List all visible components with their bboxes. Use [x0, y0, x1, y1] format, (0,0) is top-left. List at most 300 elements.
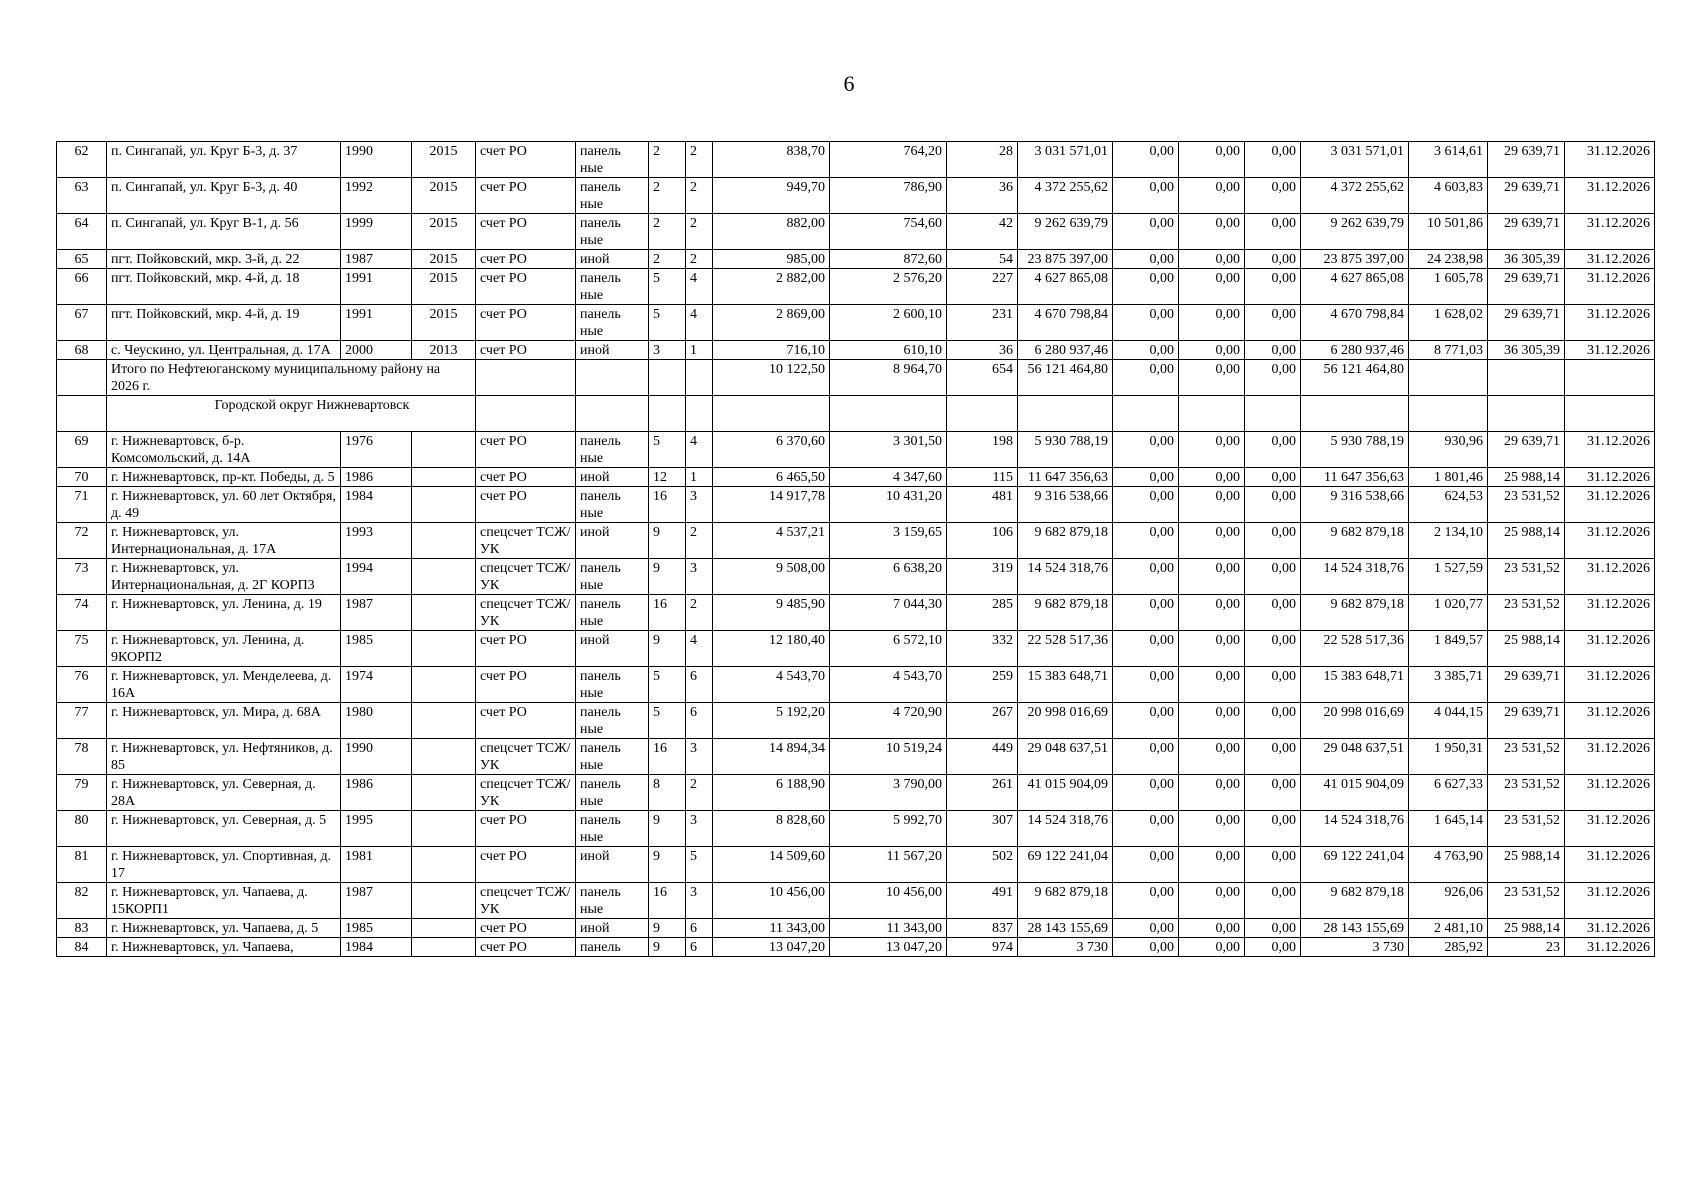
cell-empty [576, 360, 649, 396]
cell-fund-account: счет РО [476, 142, 576, 178]
cell-entrances: 1 [686, 341, 713, 360]
cell-cost-federal: 0,00 [1113, 432, 1179, 468]
cell-living-area: 11 567,20 [830, 847, 947, 883]
cell-year-built: 1991 [341, 269, 412, 305]
cell-floors: 5 [649, 703, 686, 739]
cell-cost-regional: 0,00 [1179, 847, 1245, 883]
section-title-text: Городской округ Нижневартовск [214, 398, 410, 413]
cell-cost-owners: 5 930 788,19 [1301, 432, 1409, 468]
cell-fund-account: спецсчет ТСЖ/УК [476, 883, 576, 919]
cell-row-number: 78 [57, 739, 107, 775]
cell-fund-account: счет РО [476, 811, 576, 847]
cell-wall-material: иной [576, 919, 649, 938]
cell-cost-federal: 0,00 [1113, 305, 1179, 341]
cell-fund-account: счет РО [476, 269, 576, 305]
cell-fund-account: счет РО [476, 631, 576, 667]
table-row [57, 432, 1655, 468]
cell-cost-federal: 0,00 [1113, 703, 1179, 739]
cell-entrances: 2 [686, 142, 713, 178]
cell-year-built: 1991 [341, 305, 412, 341]
cell-total-cost: 22 528 517,36 [1018, 631, 1113, 667]
cell-residents: 491 [947, 883, 1018, 919]
cell-wall-material: иной [576, 847, 649, 883]
cell-residents: 28 [947, 142, 1018, 178]
cell-empty [686, 396, 713, 432]
cell-unit-cost: 6 627,33 [1409, 775, 1488, 811]
cell-empty [1565, 396, 1655, 432]
cell-address: г. Нижневартовск, ул. Ленина, д. 9КОРП2 [107, 631, 341, 667]
cell-max-unit-cost: 23 [1488, 938, 1565, 957]
cell-row-number: 76 [57, 667, 107, 703]
cell-total-cost: 23 875 397,00 [1018, 250, 1113, 269]
cell-unit-cost: 1 645,14 [1409, 811, 1488, 847]
cell-row-number: 79 [57, 775, 107, 811]
cell-cost-owners: 14 524 318,76 [1301, 811, 1409, 847]
cell-cost-federal: 0,00 [1113, 811, 1179, 847]
cell-max-unit-cost: 29 639,71 [1488, 142, 1565, 178]
cell-floors: 9 [649, 559, 686, 595]
cell-address: г. Нижневартовск, ул. Чапаева, д. 5 [107, 919, 341, 938]
cell-floors: 2 [649, 250, 686, 269]
cell-max-unit-cost: 25 988,14 [1488, 847, 1565, 883]
cell-planned-date: 31.12.2026 [1565, 305, 1655, 341]
cell-max-unit-cost: 23 531,52 [1488, 487, 1565, 523]
cell-entrances: 6 [686, 919, 713, 938]
cell-total-cost: 4 627 865,08 [1018, 269, 1113, 305]
cell-unit-cost: 930,96 [1409, 432, 1488, 468]
cell-address: с. Чеускино, ул. Центральная, д. 17А [107, 341, 341, 360]
total-cost-regional: 0,00 [1179, 360, 1245, 396]
cell-planned-date: 31.12.2026 [1565, 250, 1655, 269]
cell-living-area: 4 720,90 [830, 703, 947, 739]
cell-floors: 3 [649, 341, 686, 360]
cell-total-cost: 14 524 318,76 [1018, 559, 1113, 595]
cell-year-last-repair: 2015 [412, 178, 476, 214]
cell-cost-regional: 0,00 [1179, 269, 1245, 305]
section-header-row [57, 396, 1655, 432]
cell-floors: 9 [649, 811, 686, 847]
cell-wall-material: иной [576, 341, 649, 360]
cell-total-cost: 4 670 798,84 [1018, 305, 1113, 341]
cell-cost-regional: 0,00 [1179, 919, 1245, 938]
cell-planned-date: 31.12.2026 [1565, 432, 1655, 468]
cell-total-cost: 15 383 648,71 [1018, 667, 1113, 703]
cell-unit-cost: 1 801,46 [1409, 468, 1488, 487]
cell-total-cost: 5 930 788,19 [1018, 432, 1113, 468]
cell-year-built: 1987 [341, 595, 412, 631]
cell-cost-local: 0,00 [1245, 595, 1301, 631]
cell-year-last-repair: 2015 [412, 142, 476, 178]
cell-year-last-repair [412, 775, 476, 811]
cell-cost-regional: 0,00 [1179, 775, 1245, 811]
cell-entrances: 6 [686, 667, 713, 703]
table-row [57, 487, 1655, 523]
table-row [57, 739, 1655, 775]
cell-total-cost: 9 262 639,79 [1018, 214, 1113, 250]
cell-unit-cost: 624,53 [1409, 487, 1488, 523]
cell-cost-federal: 0,00 [1113, 667, 1179, 703]
cell-year-last-repair: 2013 [412, 341, 476, 360]
cell-wall-material: панель ные [576, 269, 649, 305]
cell-total-area: 9 485,90 [713, 595, 830, 631]
total-total-cost: 56 121 464,80 [1018, 360, 1113, 396]
cell-row-number: 77 [57, 703, 107, 739]
cell-max-unit-cost: 29 639,71 [1488, 432, 1565, 468]
cell-cost-federal: 0,00 [1113, 595, 1179, 631]
cell-address: г. Нижневартовск, ул. Северная, д. 5 [107, 811, 341, 847]
table-row [57, 631, 1655, 667]
cell-living-area: 786,90 [830, 178, 947, 214]
cell-residents: 115 [947, 468, 1018, 487]
cell-address: г. Нижневартовск, б-р. Комсомольский, д. 14А [107, 432, 341, 468]
cell-living-area: 872,60 [830, 250, 947, 269]
cell-planned-date: 31.12.2026 [1565, 883, 1655, 919]
cell-unit-cost: 4 044,15 [1409, 703, 1488, 739]
cell-unit-cost: 24 238,98 [1409, 250, 1488, 269]
cell-wall-material: панель ные [576, 432, 649, 468]
cell-cost-regional: 0,00 [1179, 703, 1245, 739]
cell-empty [1488, 396, 1565, 432]
cell-cost-owners: 3 730 [1301, 938, 1409, 957]
table-row [57, 305, 1655, 341]
cell-row-number: 74 [57, 595, 107, 631]
cell-total-cost: 3 031 571,01 [1018, 142, 1113, 178]
cell-planned-date: 31.12.2026 [1565, 739, 1655, 775]
cell-cost-owners: 20 998 016,69 [1301, 703, 1409, 739]
cell-floors: 5 [649, 667, 686, 703]
table-row [57, 883, 1655, 919]
cell-wall-material: панель ные [576, 667, 649, 703]
cell-total-area: 716,10 [713, 341, 830, 360]
cell-max-unit-cost: 29 639,71 [1488, 703, 1565, 739]
cell-residents: 36 [947, 341, 1018, 360]
cell-planned-date: 31.12.2026 [1565, 468, 1655, 487]
cell-row-number: 65 [57, 250, 107, 269]
cell-planned-date: 31.12.2026 [1565, 631, 1655, 667]
cell-cost-regional: 0,00 [1179, 214, 1245, 250]
cell-fund-account: счет РО [476, 250, 576, 269]
cell-year-last-repair: 2015 [412, 214, 476, 250]
table-row [57, 250, 1655, 269]
cell-floors: 16 [649, 487, 686, 523]
cell-total-area: 2 882,00 [713, 269, 830, 305]
cell-max-unit-cost: 29 639,71 [1488, 214, 1565, 250]
table-row [57, 341, 1655, 360]
table-row [57, 142, 1655, 178]
cell-cost-owners: 28 143 155,69 [1301, 919, 1409, 938]
cell-empty [649, 360, 686, 396]
cell-year-last-repair [412, 703, 476, 739]
cell-cost-local: 0,00 [1245, 559, 1301, 595]
cell-year-built: 1987 [341, 883, 412, 919]
cell-year-last-repair [412, 523, 476, 559]
cell-entrances: 2 [686, 775, 713, 811]
cell-year-built: 1990 [341, 142, 412, 178]
cell-total-cost: 9 682 879,18 [1018, 883, 1113, 919]
cell-empty [1409, 360, 1488, 396]
cell-residents: 307 [947, 811, 1018, 847]
cell-address: пгт. Пойковский, мкр. 4-й, д. 18 [107, 269, 341, 305]
cell-planned-date: 31.12.2026 [1565, 269, 1655, 305]
cell-empty [476, 396, 576, 432]
cell-year-built: 1993 [341, 523, 412, 559]
cell-floors: 9 [649, 938, 686, 957]
cell-year-built: 1999 [341, 214, 412, 250]
cell-cost-regional: 0,00 [1179, 305, 1245, 341]
cell-total-area: 882,00 [713, 214, 830, 250]
cell-address: п. Сингапай, ул. Круг Б-3, д. 37 [107, 142, 341, 178]
cell-total-cost: 9 682 879,18 [1018, 523, 1113, 559]
cell-residents: 319 [947, 559, 1018, 595]
cell-residents: 259 [947, 667, 1018, 703]
cell-row-number: 75 [57, 631, 107, 667]
cell-year-last-repair [412, 595, 476, 631]
cell-total-area: 14 917,78 [713, 487, 830, 523]
cell-address: пгт. Пойковский, мкр. 3-й, д. 22 [107, 250, 341, 269]
cell-cost-owners: 9 316 538,66 [1301, 487, 1409, 523]
cell-cost-owners: 23 875 397,00 [1301, 250, 1409, 269]
cell-residents: 481 [947, 487, 1018, 523]
cell-row-number: 70 [57, 468, 107, 487]
cell-living-area: 4 347,60 [830, 468, 947, 487]
cell-total-area: 11 343,00 [713, 919, 830, 938]
cell-unit-cost: 2 481,10 [1409, 919, 1488, 938]
cell-empty [1565, 360, 1655, 396]
cell-total-cost: 11 647 356,63 [1018, 468, 1113, 487]
cell-row-number: 63 [57, 178, 107, 214]
cell-year-last-repair [412, 919, 476, 938]
cell-year-last-repair: 2015 [412, 269, 476, 305]
cell-unit-cost: 3 385,71 [1409, 667, 1488, 703]
cell-cost-regional: 0,00 [1179, 739, 1245, 775]
cell-year-built: 1974 [341, 667, 412, 703]
cell-year-last-repair: 2015 [412, 305, 476, 341]
cell-fund-account: счет РО [476, 667, 576, 703]
cell-cost-federal: 0,00 [1113, 341, 1179, 360]
cell-planned-date: 31.12.2026 [1565, 703, 1655, 739]
cell-total-cost: 9 682 879,18 [1018, 595, 1113, 631]
cell-fund-account: счет РО [476, 487, 576, 523]
cell-cost-local: 0,00 [1245, 811, 1301, 847]
cell-total-cost: 9 316 538,66 [1018, 487, 1113, 523]
cell-unit-cost: 285,92 [1409, 938, 1488, 957]
cell-max-unit-cost: 25 988,14 [1488, 468, 1565, 487]
cell-cost-owners: 9 682 879,18 [1301, 523, 1409, 559]
cell-living-area: 4 543,70 [830, 667, 947, 703]
cell-cost-owners: 15 383 648,71 [1301, 667, 1409, 703]
cell-residents: 974 [947, 938, 1018, 957]
cell-cost-regional: 0,00 [1179, 142, 1245, 178]
cell-planned-date: 31.12.2026 [1565, 775, 1655, 811]
cell-wall-material: панель ные [576, 178, 649, 214]
cell-cost-local: 0,00 [1245, 739, 1301, 775]
cell-floors: 9 [649, 631, 686, 667]
cell-living-area: 3 159,65 [830, 523, 947, 559]
cell-floors: 2 [649, 214, 686, 250]
cell-cost-regional: 0,00 [1179, 341, 1245, 360]
housing-repair-table [56, 141, 1655, 957]
cell-planned-date: 31.12.2026 [1565, 487, 1655, 523]
cell-cost-owners: 9 682 879,18 [1301, 595, 1409, 631]
cell-max-unit-cost: 29 639,71 [1488, 305, 1565, 341]
cell-year-built: 1994 [341, 559, 412, 595]
cell-unit-cost: 10 501,86 [1409, 214, 1488, 250]
cell-entrances: 6 [686, 938, 713, 957]
cell-year-built: 1987 [341, 250, 412, 269]
cell-unit-cost: 2 134,10 [1409, 523, 1488, 559]
cell-empty [57, 360, 107, 396]
cell-unit-cost: 3 614,61 [1409, 142, 1488, 178]
cell-fund-account: счет РО [476, 341, 576, 360]
cell-cost-federal: 0,00 [1113, 468, 1179, 487]
cell-cost-regional: 0,00 [1179, 811, 1245, 847]
cell-address: г. Нижневартовск, пр-кт. Победы, д. 5 [107, 468, 341, 487]
cell-year-last-repair [412, 739, 476, 775]
cell-year-last-repair [412, 847, 476, 883]
table-row [57, 559, 1655, 595]
cell-cost-local: 0,00 [1245, 178, 1301, 214]
cell-fund-account: счет РО [476, 938, 576, 957]
cell-total-area: 12 180,40 [713, 631, 830, 667]
cell-total-area: 4 543,70 [713, 667, 830, 703]
cell-max-unit-cost: 23 531,52 [1488, 595, 1565, 631]
cell-address: г. Нижневартовск, ул. Интернациональная, д. 2Г КОРП3 [107, 559, 341, 595]
cell-cost-owners: 14 524 318,76 [1301, 559, 1409, 595]
cell-total-cost: 6 280 937,46 [1018, 341, 1113, 360]
cell-empty [576, 396, 649, 432]
cell-empty [476, 360, 576, 396]
total-row [57, 360, 1655, 396]
cell-fund-account: счет РО [476, 703, 576, 739]
cell-floors: 5 [649, 432, 686, 468]
cell-year-built: 2000 [341, 341, 412, 360]
cell-max-unit-cost: 36 305,39 [1488, 250, 1565, 269]
cell-max-unit-cost: 23 531,52 [1488, 559, 1565, 595]
cell-cost-owners: 11 647 356,63 [1301, 468, 1409, 487]
cell-cost-owners: 4 627 865,08 [1301, 269, 1409, 305]
cell-floors: 9 [649, 523, 686, 559]
cell-cost-federal: 0,00 [1113, 938, 1179, 957]
cell-fund-account: счет РО [476, 432, 576, 468]
cell-year-last-repair [412, 667, 476, 703]
cell-floors: 16 [649, 595, 686, 631]
cell-residents: 227 [947, 269, 1018, 305]
cell-year-built: 1980 [341, 703, 412, 739]
cell-row-number: 71 [57, 487, 107, 523]
table-row [57, 178, 1655, 214]
table-row [57, 938, 1655, 957]
cell-row-number: 68 [57, 341, 107, 360]
cell-row-number: 82 [57, 883, 107, 919]
cell-address: г. Нижневартовск, ул. Менделеева, д. 16А [107, 667, 341, 703]
cell-planned-date: 31.12.2026 [1565, 341, 1655, 360]
cell-address: пгт. Пойковский, мкр. 4-й, д. 19 [107, 305, 341, 341]
cell-row-number: 80 [57, 811, 107, 847]
cell-year-built: 1990 [341, 739, 412, 775]
cell-empty [1018, 396, 1113, 432]
cell-cost-federal: 0,00 [1113, 523, 1179, 559]
cell-year-last-repair [412, 468, 476, 487]
table-row [57, 775, 1655, 811]
cell-cost-regional: 0,00 [1179, 250, 1245, 269]
cell-floors: 5 [649, 269, 686, 305]
total-cost-federal: 0,00 [1113, 360, 1179, 396]
cell-fund-account: счет РО [476, 305, 576, 341]
cell-total-cost: 28 143 155,69 [1018, 919, 1113, 938]
cell-floors: 16 [649, 739, 686, 775]
cell-cost-federal: 0,00 [1113, 847, 1179, 883]
cell-entrances: 5 [686, 847, 713, 883]
cell-cost-federal: 0,00 [1113, 919, 1179, 938]
cell-planned-date: 31.12.2026 [1565, 938, 1655, 957]
cell-year-built: 1985 [341, 631, 412, 667]
cell-empty [1245, 396, 1301, 432]
cell-entrances: 4 [686, 269, 713, 305]
cell-total-cost: 29 048 637,51 [1018, 739, 1113, 775]
total-cost-owners: 56 121 464,80 [1301, 360, 1409, 396]
cell-total-cost: 3 730 [1018, 938, 1113, 957]
cell-address: г. Нижневартовск, ул. Ленина, д. 19 [107, 595, 341, 631]
cell-entrances: 3 [686, 811, 713, 847]
cell-cost-owners: 22 528 517,36 [1301, 631, 1409, 667]
cell-unit-cost: 1 605,78 [1409, 269, 1488, 305]
cell-living-area: 3 790,00 [830, 775, 947, 811]
cell-floors: 12 [649, 468, 686, 487]
cell-cost-local: 0,00 [1245, 631, 1301, 667]
total-label: Итого по Нефтеюганскому муниципальному району на 2026 г. [107, 360, 476, 396]
cell-cost-local: 0,00 [1245, 250, 1301, 269]
cell-cost-owners: 3 031 571,01 [1301, 142, 1409, 178]
cell-living-area: 11 343,00 [830, 919, 947, 938]
cell-total-area: 5 192,20 [713, 703, 830, 739]
cell-row-number: 83 [57, 919, 107, 938]
cell-cost-local: 0,00 [1245, 919, 1301, 938]
cell-year-built: 1992 [341, 178, 412, 214]
cell-empty [947, 396, 1018, 432]
cell-row-number: 84 [57, 938, 107, 957]
cell-entrances: 4 [686, 432, 713, 468]
cell-cost-regional: 0,00 [1179, 559, 1245, 595]
cell-living-area: 10 519,24 [830, 739, 947, 775]
cell-cost-owners: 4 670 798,84 [1301, 305, 1409, 341]
table-row [57, 919, 1655, 938]
cell-entrances: 2 [686, 595, 713, 631]
cell-empty [1179, 396, 1245, 432]
cell-address: г. Нижневартовск, ул. Чапаева, д. 15КОРП1 [107, 883, 341, 919]
cell-cost-local: 0,00 [1245, 142, 1301, 178]
cell-fund-account: спецсчет ТСЖ/УК [476, 739, 576, 775]
cell-year-built: 1986 [341, 775, 412, 811]
cell-address: г. Нижневартовск, ул. Спортивная, д. 17 [107, 847, 341, 883]
cell-cost-regional: 0,00 [1179, 178, 1245, 214]
table-row [57, 667, 1655, 703]
cell-total-area: 6 465,50 [713, 468, 830, 487]
cell-planned-date: 31.12.2026 [1565, 523, 1655, 559]
cell-entrances: 1 [686, 468, 713, 487]
cell-address: п. Сингапай, ул. Круг Б-3, д. 40 [107, 178, 341, 214]
cell-residents: 261 [947, 775, 1018, 811]
cell-row-number: 72 [57, 523, 107, 559]
cell-wall-material: панель ные [576, 214, 649, 250]
cell-total-area: 14 509,60 [713, 847, 830, 883]
cell-row-number: 67 [57, 305, 107, 341]
cell-total-area: 838,70 [713, 142, 830, 178]
cell-wall-material: панель ные [576, 811, 649, 847]
cell-cost-regional: 0,00 [1179, 468, 1245, 487]
table-row [57, 523, 1655, 559]
cell-residents: 42 [947, 214, 1018, 250]
cell-entrances: 3 [686, 487, 713, 523]
